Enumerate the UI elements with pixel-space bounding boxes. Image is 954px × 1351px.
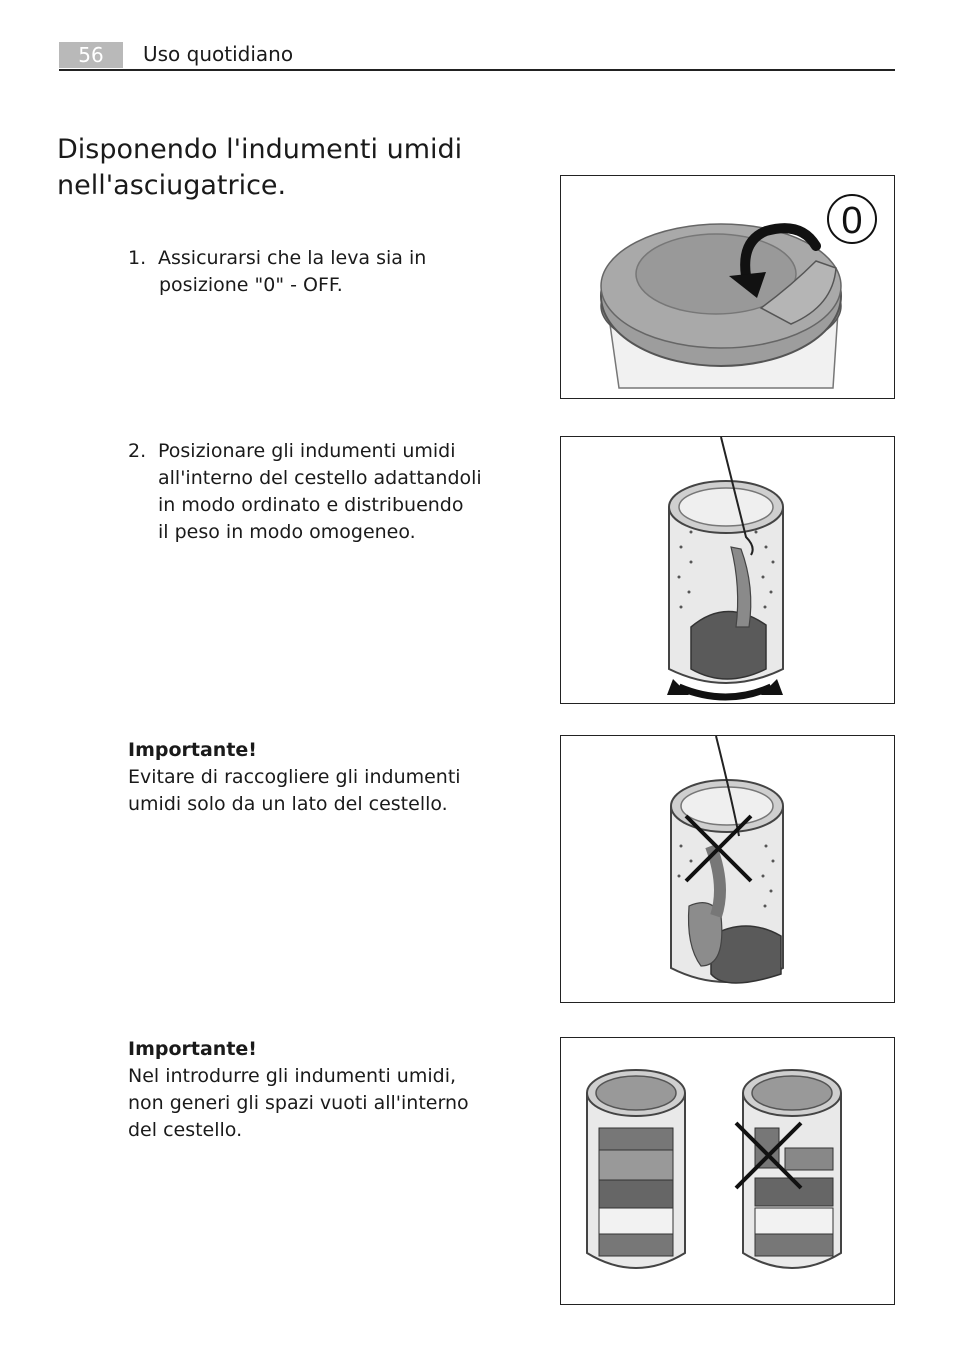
figure-no-gaps (560, 1037, 895, 1305)
step-number: 1. (128, 247, 147, 269)
figure-uneven-wrong (560, 735, 895, 1003)
title-line-2: nell'asciugatrice. (57, 170, 287, 201)
title-line-1: Disponendo l'indumenti umidi (57, 134, 463, 165)
step-line: il peso in modo omogeneo. (158, 521, 416, 543)
section-title: Uso quotidiano (143, 42, 294, 66)
step-2 (128, 438, 518, 546)
step-line: posizione "0" - OFF. (159, 274, 343, 296)
step-line: Assicurarsi che la leva sia in (158, 247, 427, 269)
note-line: umidi solo da un lato del cestello. (128, 793, 448, 815)
page-number: 56 (59, 42, 123, 68)
note-line: del cestello. (128, 1119, 243, 1141)
step-line: in modo ordinato e distribuendo (158, 494, 464, 516)
note-2 (128, 1036, 498, 1144)
header-rule (59, 69, 895, 71)
lever-position-label: 0 (841, 200, 863, 242)
page-title (57, 132, 517, 204)
step-1 (128, 245, 519, 299)
drum-wrong (736, 1070, 841, 1268)
figure-distribute-evenly (560, 436, 895, 704)
figure-lever-off (560, 175, 895, 399)
lever-illustration (561, 176, 894, 398)
step-line: all'interno del cestello adattandoli (158, 467, 482, 489)
note-heading: Importante! (128, 739, 257, 761)
note-1 (128, 737, 498, 818)
drum-even-illustration (561, 437, 894, 703)
note-line: Nel introdurre gli indumenti umidi, (128, 1065, 457, 1087)
drum-correct (587, 1070, 685, 1268)
note-line: non generi gli spazi vuoti all'interno (128, 1092, 469, 1114)
note-heading: Importante! (128, 1038, 257, 1060)
step-line: Posizionare gli indumenti umidi (158, 440, 456, 462)
drums-comparison-illustration (561, 1038, 894, 1304)
step-number: 2. (128, 440, 147, 462)
drum-uneven-illustration (561, 736, 894, 1002)
note-line: Evitare di raccogliere gli indumenti (128, 766, 461, 788)
